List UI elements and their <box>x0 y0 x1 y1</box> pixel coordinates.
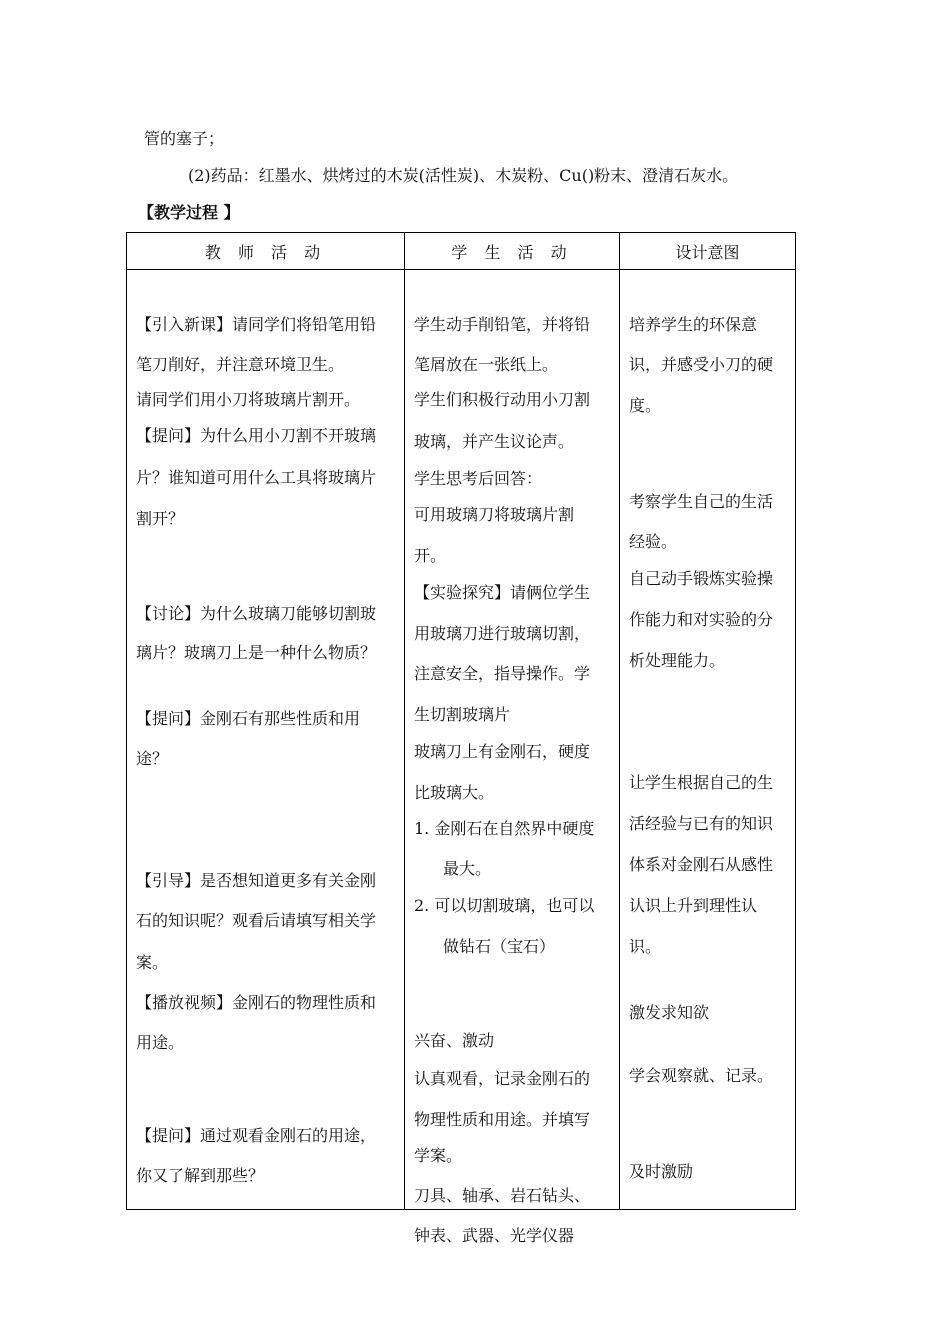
header-design-intent: 设计意图 <box>620 233 796 270</box>
teacher-line: 途？ <box>136 749 169 768</box>
header-student-activity: 学 生 活 动 <box>405 233 620 270</box>
intent-line: 经验。 <box>629 532 678 551</box>
intent-line: 激发求知欲 <box>629 1003 710 1022</box>
intent-line: 析处理能力。 <box>629 651 726 670</box>
student-line: 笔屑放在一张纸上。 <box>414 355 559 374</box>
section-heading: 【教学过程 】 <box>138 203 240 222</box>
student-line: 1. 金刚石在自然界中硬度 <box>414 819 595 838</box>
teacher-line: 【提问】为什么用小刀割不开玻璃 <box>136 426 377 445</box>
student-line: 可用玻璃刀将玻璃片割 <box>414 505 575 524</box>
intent-line: 认识上升到理性认 <box>629 896 758 915</box>
intent-line: 活经验与已有的知识 <box>629 814 774 833</box>
intent-line: 体系对金刚石从感性 <box>629 855 774 874</box>
teacher-line: 【提问】通过观看金刚石的用途， <box>136 1126 377 1145</box>
student-line: 最大。 <box>443 859 492 878</box>
teacher-line: 片？谁知道可用什么工具将玻璃片 <box>136 468 377 487</box>
student-line: 玻璃刀上有金刚石，硬度 <box>414 742 591 761</box>
teacher-line: 请同学们用小刀将玻璃片割开。 <box>136 390 361 409</box>
student-line: 生切割玻璃片 <box>414 705 511 724</box>
teacher-line: 【播放视频】金刚石的物理性质和 <box>136 993 377 1012</box>
student-line: 学生们积极行动用小刀割 <box>414 390 591 409</box>
table-header-row <box>127 233 796 270</box>
intent-line: 度。 <box>629 396 662 415</box>
intro-line-2: (2)药品：红墨水、烘烤过的木炭(活性炭)、木炭粉、Cu()粉末、澄清石灰水。 <box>188 166 739 185</box>
intro-line-1: 管的塞子； <box>144 129 225 148</box>
student-activity-cell <box>405 270 620 1245</box>
teacher-activity-cell <box>127 270 405 1210</box>
teacher-line: 石的知识呢？观看后请填写相关学 <box>136 911 377 930</box>
student-line: 开。 <box>414 546 447 565</box>
student-line: 学生思考后回答： <box>414 469 543 488</box>
intent-line: 培养学生的环保意 <box>629 315 758 334</box>
student-line: 2. 可以切割玻璃，也可以 <box>414 896 595 915</box>
intent-line: 考察学生自己的生活 <box>629 492 774 511</box>
intent-line: 识。 <box>629 937 662 956</box>
design-intent-cell <box>620 270 796 1210</box>
teacher-line: 璃片？玻璃刀上是一种什么物质？ <box>136 643 377 662</box>
teacher-line: 【引入新课】请同学们将铅笔用铅 <box>136 315 377 334</box>
student-line: 用玻璃刀进行玻璃切割， <box>414 624 591 643</box>
student-line: 钟表、武器、光学仪器 <box>414 1226 575 1245</box>
intent-line: 学会观察就、记录。 <box>629 1066 774 1085</box>
student-line: 学案。 <box>414 1146 463 1165</box>
student-line: 【实验探究】请俩位学生 <box>414 583 591 602</box>
intent-line: 让学生根据自己的生 <box>629 773 774 792</box>
student-line: 比玻璃大。 <box>414 783 495 802</box>
table-row <box>127 270 796 1210</box>
teacher-line: 【引导】是否想知道更多有关金刚 <box>136 871 377 890</box>
student-line: 刀具、轴承、岩石钻头、 <box>414 1186 591 1205</box>
teacher-line: 用途。 <box>136 1033 185 1052</box>
student-line: 做钻石（宝石） <box>443 937 556 956</box>
student-line: 玻璃，并产生议论声。 <box>414 432 575 451</box>
intent-line: 作能力和对实验的分 <box>629 610 774 629</box>
teacher-line: 笔刀削好，并注意环境卫生。 <box>136 355 345 374</box>
intent-line: 识，并感受小刀的硬 <box>629 355 774 374</box>
teacher-line: 案。 <box>136 953 169 972</box>
teacher-line: 【讨论】为什么玻璃刀能够切割玻 <box>136 604 377 623</box>
student-line: 兴奋、激动 <box>414 1031 495 1050</box>
teacher-line: 你又了解到那些？ <box>136 1166 265 1185</box>
student-line: 物理性质和用途。并填写 <box>414 1110 591 1129</box>
teacher-line: 【提问】金刚石有那些性质和用 <box>136 709 361 728</box>
student-line: 认真观看，记录金刚石的 <box>414 1069 591 1088</box>
student-line: 学生动手削铅笔，并将铅 <box>414 315 591 334</box>
intent-line: 自己动手锻炼实验操 <box>629 569 774 588</box>
header-teacher-activity: 教 师 活 动 <box>127 233 405 270</box>
student-line: 注意安全，指导操作。学 <box>414 664 591 683</box>
teacher-line: 割开？ <box>136 509 185 528</box>
intent-line: 及时激励 <box>629 1162 694 1181</box>
teaching-process-table <box>126 232 796 1245</box>
